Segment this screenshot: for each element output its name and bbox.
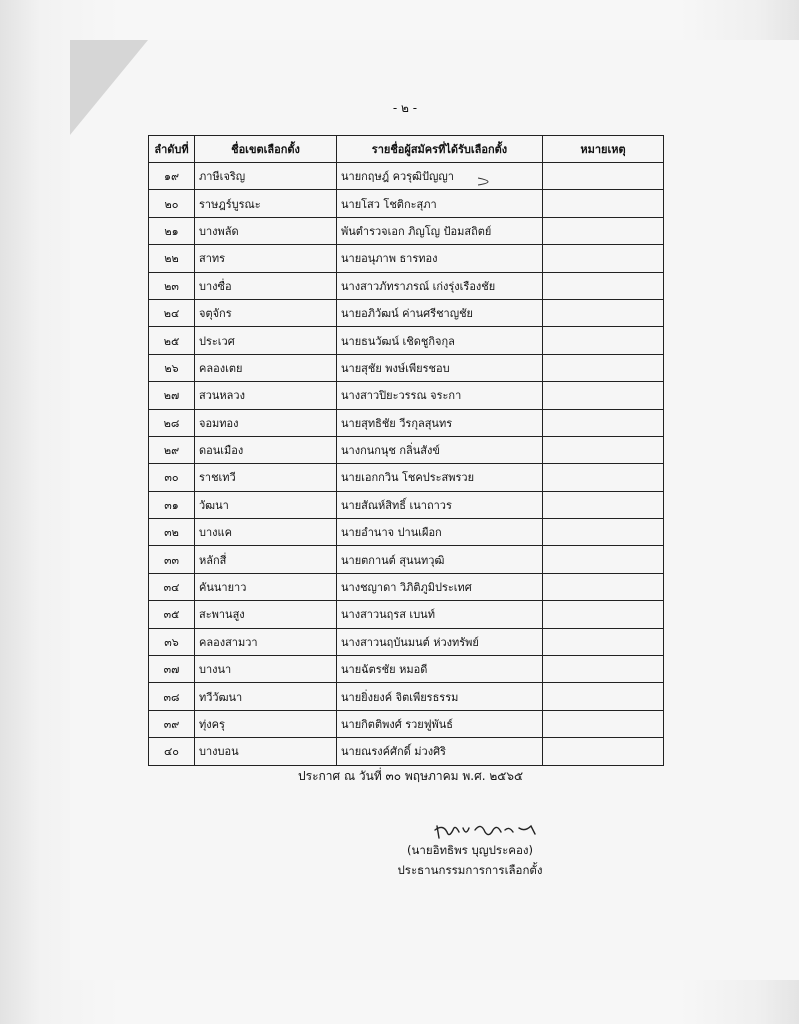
candidate-name: นางสาวนฤบันมนต์ ห่วงทรัพย์ [337, 628, 543, 655]
remark [543, 546, 664, 573]
district-name: หลักสี่ [195, 546, 337, 573]
candidate-name: นายกิตติพงศ์ รวยฟูพันธ์ [337, 710, 543, 737]
table-row [149, 656, 664, 683]
row-number: ๒๘ [149, 409, 195, 436]
district-name: ทวีวัฒนา [195, 683, 337, 710]
row-number: ๓๐ [149, 464, 195, 491]
candidate-name: นายกฤษฎ์ ควรุฒิปัญญา [337, 163, 543, 190]
district-name: ดอนเมือง [195, 436, 337, 463]
table-row [149, 738, 664, 765]
table-row [149, 409, 664, 436]
district-name: วัฒนา [195, 491, 337, 518]
district-name: คลองสามวา [195, 628, 337, 655]
candidate-name: นายเอกกวิน โชคประสพรวย [337, 464, 543, 491]
district-name: คันนายาว [195, 573, 337, 600]
row-number: ๒๓ [149, 272, 195, 299]
header-note: หมายเหตุ [543, 136, 664, 163]
row-number: ๒๒ [149, 245, 195, 272]
district-name: บางซื่อ [195, 272, 337, 299]
remark [543, 245, 664, 272]
header-no: ลำดับที่ [149, 136, 195, 163]
table-row [149, 601, 664, 628]
row-number: ๒๙ [149, 436, 195, 463]
row-number: ๑๙ [149, 163, 195, 190]
candidate-name: นายโสว โชติกะสุภา [337, 190, 543, 217]
table-row [149, 272, 664, 299]
pen-annotation-mark [478, 168, 628, 228]
candidate-name: นายสัณห์สิทธิ์ เนาถาวร [337, 491, 543, 518]
remark [543, 683, 664, 710]
district-name: บางบอน [195, 738, 337, 765]
remark [543, 601, 664, 628]
remark [543, 382, 664, 409]
candidate-name: นายสุชัย พงษ์เพียรชอบ [337, 354, 543, 381]
remark [543, 436, 664, 463]
remark [543, 628, 664, 655]
district-name: ประเวศ [195, 327, 337, 354]
candidate-name: นางสาวภัทราภรณ์ เก่งรุ่งเรืองชัย [337, 272, 543, 299]
row-number: ๔๐ [149, 738, 195, 765]
table-row [149, 546, 664, 573]
table-row [149, 683, 664, 710]
candidate-name: นายอภิวัฒน์ ค่านศรีชาญชัย [337, 299, 543, 326]
district-name: จอมทอง [195, 409, 337, 436]
announcement-date: ประกาศ ณ วันที่ ๓๐ พฤษภาคม พ.ศ. ๒๕๖๕ [298, 769, 524, 783]
signer-title: ประธานกรรมการการเลือกตั้ง [397, 863, 543, 877]
table-row [149, 382, 664, 409]
table-body [149, 163, 664, 766]
district-name: สวนหลวง [195, 382, 337, 409]
row-number: ๓๔ [149, 573, 195, 600]
row-number: ๓๓ [149, 546, 195, 573]
table-row [149, 710, 664, 737]
district-name: ภาษีเจริญ [195, 163, 337, 190]
candidate-name: นายสุทธิชัย วีรกุลสุนทร [337, 409, 543, 436]
remark [543, 710, 664, 737]
signer-name: (นายอิทธิพร บุญประคอง) [407, 843, 533, 857]
candidate-name: พันตำรวจเอก ภิญโญ ป้อมสถิตย์ [337, 217, 543, 244]
signature-image [433, 818, 543, 844]
district-name: สะพานสูง [195, 601, 337, 628]
candidate-name: นายตกานต์ สุนนทวุฒิ [337, 546, 543, 573]
table-row [149, 436, 664, 463]
table-row [149, 519, 664, 546]
row-number: ๒๗ [149, 382, 195, 409]
row-number: ๒๐ [149, 190, 195, 217]
candidate-name: นายณรงค์ศักดิ์ ม่วงศิริ [337, 738, 543, 765]
remark [543, 738, 664, 765]
table-row [149, 573, 664, 600]
table-row [149, 354, 664, 381]
remark [543, 409, 664, 436]
candidate-name: นางสาวปิยะวรรณ จระกา [337, 382, 543, 409]
candidate-name: นายอนุภาพ ธารทอง [337, 245, 543, 272]
remark [543, 299, 664, 326]
candidate-name: นางสาวนฤรส เบนท์ [337, 601, 543, 628]
candidate-name: นางกนกนุช กลิ่นสังข์ [337, 436, 543, 463]
candidate-name: นายอำนาจ ปานเผือก [337, 519, 543, 546]
folded-corner [70, 40, 148, 135]
candidate-name: นายฉัตรชัย หมอดี [337, 656, 543, 683]
table-row [149, 245, 664, 272]
row-number: ๓๘ [149, 683, 195, 710]
remark [543, 519, 664, 546]
table-row [149, 327, 664, 354]
remark [543, 327, 664, 354]
remark [543, 491, 664, 518]
row-number: ๓๒ [149, 519, 195, 546]
district-name: ทุ่งครุ [195, 710, 337, 737]
header-name: รายชื่อผู้สมัครที่ได้รับเลือกตั้ง [337, 136, 543, 163]
row-number: ๓๑ [149, 491, 195, 518]
remark [543, 272, 664, 299]
table-row [149, 628, 664, 655]
district-name: จตุจักร [195, 299, 337, 326]
table-header-row [149, 136, 664, 163]
candidate-name: นางชญาดา วิภิติภูมิประเทศ [337, 573, 543, 600]
row-number: ๓๙ [149, 710, 195, 737]
remark [543, 573, 664, 600]
district-name: บางพลัด [195, 217, 337, 244]
row-number: ๒๕ [149, 327, 195, 354]
district-name: บางนา [195, 656, 337, 683]
candidate-name: นายธนวัฒน์ เชิดชูกิจกุล [337, 327, 543, 354]
row-number: ๓๗ [149, 656, 195, 683]
remark [543, 354, 664, 381]
district-name: ราษฎร์บูรณะ [195, 190, 337, 217]
row-number: ๒๖ [149, 354, 195, 381]
page-number: - ๒ - [392, 101, 418, 115]
row-number: ๒๔ [149, 299, 195, 326]
row-number: ๓๕ [149, 601, 195, 628]
elected-candidates-table [148, 135, 664, 766]
header-area: ชื่อเขตเลือกตั้ง [195, 136, 337, 163]
table-row [149, 464, 664, 491]
district-name: คลองเตย [195, 354, 337, 381]
table-row [149, 299, 664, 326]
table-row [149, 491, 664, 518]
district-name: ราชเทวี [195, 464, 337, 491]
row-number: ๓๖ [149, 628, 195, 655]
remark [543, 464, 664, 491]
remark [543, 656, 664, 683]
district-name: สาทร [195, 245, 337, 272]
candidate-name: นายยิ่งยงค์ จิตเพียรธรรม [337, 683, 543, 710]
district-name: บางแค [195, 519, 337, 546]
row-number: ๒๑ [149, 217, 195, 244]
